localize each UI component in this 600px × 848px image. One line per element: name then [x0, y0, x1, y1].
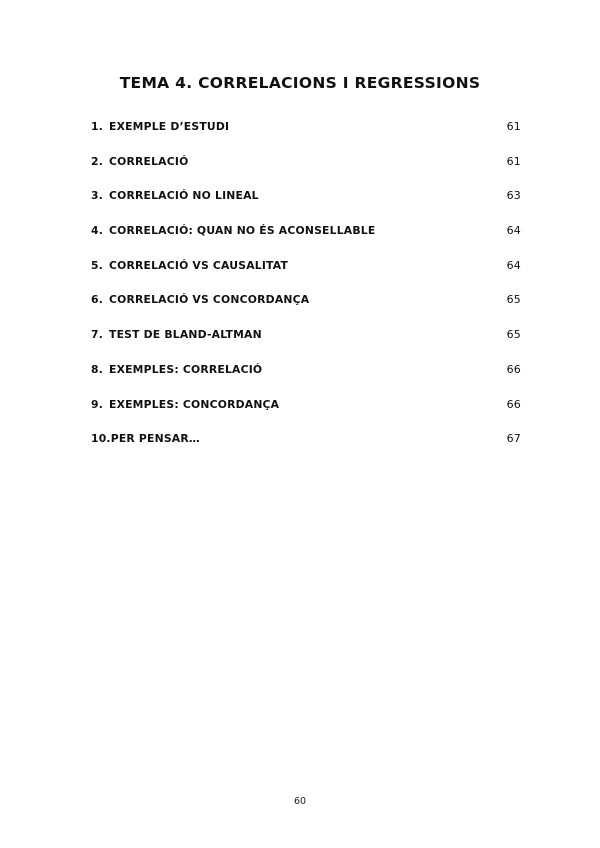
toc-entry-page: 64: [506, 224, 521, 238]
toc-entry-page: 63: [506, 189, 521, 203]
toc-entry-text: [91, 361, 262, 379]
toc-entry-page: 61: [506, 120, 521, 133]
toc-entry-page: 67: [506, 432, 521, 446]
toc-entry-label: CORRELACIÓ: QUAN NO ÉS ACONSELLABLE: [109, 224, 376, 238]
toc-entry-text: [91, 187, 259, 205]
toc-entry-label: CORRELACIÓ VS CONCORDANÇA: [109, 293, 310, 307]
toc-entry-label: CORRELACIÓ VS CAUSALITAT: [109, 258, 289, 272]
toc-entry-6[interactable]: [91, 291, 521, 326]
toc-entry-10[interactable]: [91, 430, 521, 465]
toc-entry-number: 3.: [91, 189, 104, 203]
toc-entry-9[interactable]: [91, 396, 521, 431]
toc-entry-page: 65: [506, 293, 521, 307]
toc-entry-number: 8.: [91, 362, 104, 376]
toc-entry-text: [91, 396, 279, 414]
toc-entry-7[interactable]: [91, 326, 521, 361]
toc-entry-8[interactable]: [91, 361, 521, 396]
toc-entry-number: 9.: [91, 397, 104, 411]
toc-entry-page: 66: [506, 362, 521, 376]
toc-entry-2[interactable]: [91, 153, 521, 188]
toc-entry-number: 6.: [91, 293, 104, 307]
toc-entry-text: [91, 291, 309, 309]
toc-entry-page: 61: [506, 154, 521, 168]
toc-entry-text: [91, 257, 288, 275]
toc-entry-text: [91, 430, 200, 448]
toc-entry-label: TEST DE BLAND-ALTMAN: [109, 328, 262, 342]
toc-entry-page: 65: [506, 328, 521, 342]
toc-entry-number: 10.: [91, 432, 111, 446]
toc-entry-label: CORRELACIÓ NO LINEAL: [109, 189, 259, 203]
page-title: TEMA 4. CORRELACIONS I REGRESSIONS: [119, 74, 481, 92]
toc-entry-label: EXEMPLES: CORRELACIÓ: [109, 362, 263, 376]
toc-entry-text: [91, 118, 229, 136]
toc-entry-number: 4.: [91, 224, 104, 238]
toc-entry-label: CORRELACIÓ: [109, 154, 189, 168]
toc-entry-number: 7.: [91, 328, 104, 342]
toc-entry-3[interactable]: [91, 187, 521, 222]
page-number: 60: [293, 796, 307, 807]
table-of-contents: [91, 118, 521, 465]
toc-entry-1[interactable]: [91, 118, 521, 153]
toc-entry-number: 5.: [91, 258, 104, 272]
toc-entry-label: EXEMPLES: CONCORDANÇA: [109, 397, 280, 411]
toc-entry-number: 2.: [91, 154, 104, 168]
toc-entry-4[interactable]: [91, 222, 521, 257]
toc-entry-label: PER PENSAR…: [110, 432, 200, 446]
toc-entry-page: 64: [506, 258, 521, 272]
toc-entry-text: [91, 222, 375, 240]
toc-entry-text: [91, 153, 188, 171]
toc-entry-text: [91, 326, 262, 344]
toc-entry-number: 1.: [91, 120, 104, 133]
toc-entry-label: EXEMPLE D’ESTUDI: [109, 120, 230, 133]
toc-entry-page: 66: [506, 397, 521, 411]
toc-entry-5[interactable]: [91, 257, 521, 292]
